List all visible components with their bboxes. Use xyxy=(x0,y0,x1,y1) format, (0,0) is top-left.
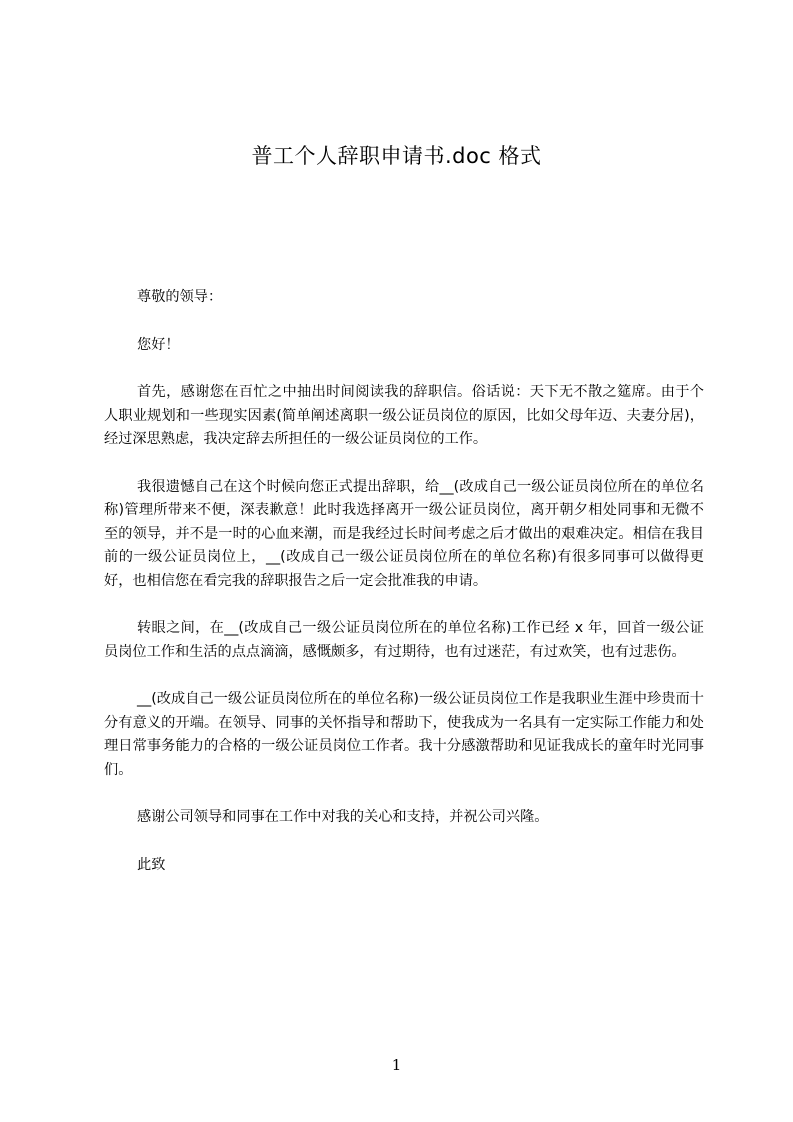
greeting-line: 尊敬的领导： xyxy=(137,289,223,305)
paragraph-1: 首先，感谢您在百忙之中抽出时间阅读我的辞职信。俗话说：天下无不散之筵席。由于个人职业规划和一些现实因素(简单阐述离职一级公证员岗位的原因，比如父母年迈、夫妻分居)，经过深思熟虑，我决定辞去所担任的一级公证员岗位的工作。 xyxy=(104,384,704,447)
paragraph-5: 感谢公司领导和同事在工作中对我的关心和支持，并祝公司兴隆。 xyxy=(137,809,549,825)
paragraph-3: 转眼之间，在__(改成自己一级公证员岗位所在的单位名称)工作已经 x 年，回首一级公证员岗位工作和生活的点点滴滴，感慨颇多，有过期待，也有过迷茫，有过欢笑，也有过悲伤。 xyxy=(104,620,704,660)
paragraph-4: __(改成自己一级公证员岗位所在的单位名称)一级公证员岗位工作是我职业生涯中珍贵而十分有意义的开端。在领导、同事的关怀指导和帮助下，使我成为一名具有一定实际工作能力和处理日常事务能力的合格的一级公证员岗位工作者。我十分感激帮助和见证我成长的童年时光同事们。 xyxy=(104,691,704,778)
document-title: 普工个人辞职申请书.doc 格式 xyxy=(251,144,542,168)
document-body xyxy=(104,286,704,901)
page-number: 1 xyxy=(391,1056,402,1074)
paragraph-2: 我很遗憾自己在这个时候向您正式提出辞职，给__(改成自己一级公证员岗位所在的单位名称)管理所带来不便，深表歉意！此时我选择离开一级公证员岗位，离开朝夕相处同事和无微不至的领导，并不是一时的心血来潮，而是我经过长时间考虑之后才做出的艰难决定。相信在我目前的一级公证员岗位上，__(改成自己一级公证员岗位所在的单位名称)有很多同事可以做得更好，也相信您在看完我的辞职报告之后一定会批准我的申请。 xyxy=(104,478,704,589)
salutation-line: 您好！ xyxy=(137,336,180,353)
closing-line: 此致 xyxy=(137,856,166,873)
